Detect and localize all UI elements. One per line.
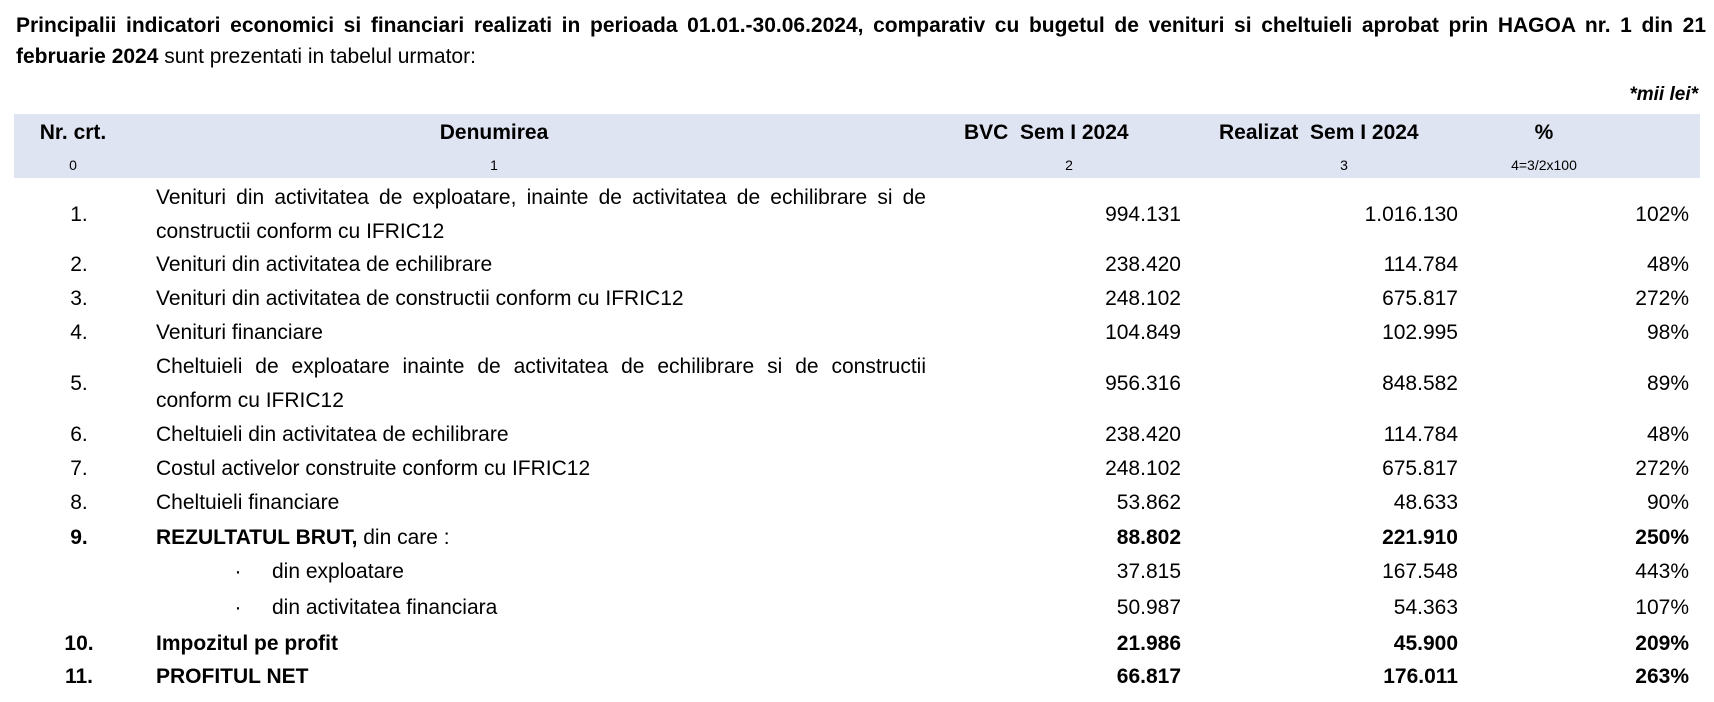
- header-number-4: 4=3/2x100: [1511, 157, 1577, 173]
- row-nr: 11.: [64, 665, 94, 688]
- row-nr: 4.: [70, 321, 88, 344]
- row-realizat: 176.011: [1383, 665, 1458, 688]
- row-realizat: 848.582: [1382, 372, 1458, 395]
- header-name: Denumirea: [439, 121, 549, 144]
- row-name-suffix: din care :: [357, 526, 450, 549]
- row-realizat: 675.817: [1382, 287, 1458, 310]
- row-nr: 2.: [70, 253, 88, 276]
- row-name: Cheltuieli financiare: [156, 491, 340, 514]
- header-number-2: 2: [1065, 157, 1073, 173]
- bullet-icon: ·: [234, 560, 242, 583]
- intro-paragraph: [16, 10, 1706, 72]
- row-name: PROFITUL NET: [156, 665, 309, 688]
- table-header: [14, 114, 1700, 178]
- row-pct: 272%: [1635, 287, 1689, 310]
- row-pct: 263%: [1635, 665, 1689, 688]
- header-number-1: 1: [490, 157, 498, 173]
- row-realizat: 221.910: [1382, 526, 1458, 549]
- row-bvc: 66.817: [1116, 665, 1181, 688]
- row-pct: 48%: [1646, 423, 1689, 446]
- row-bvc: 37.815: [1116, 560, 1181, 583]
- bullet-icon: ·: [234, 596, 242, 619]
- row-name: Venituri din activitatea de echilibrare: [156, 253, 493, 276]
- row-realizat: 114.784: [1383, 253, 1458, 276]
- intro-bold-text: Principalii indicatori economici si financiari realizati in perioada 01.01.-30.06.2024, comparativ cu bugetul de venituri si cheltuieli aprobat prin HAGOA nr. 1 din 21 februarie 2024: [16, 14, 1706, 68]
- row-pct: 90%: [1646, 491, 1689, 514]
- row-bvc: 88.802: [1116, 526, 1181, 549]
- header-bvc: BVC Sem I 2024: [964, 121, 1129, 144]
- row-nr: 6.: [70, 423, 88, 446]
- row-name-bold: REZULTATUL BRUT,: [156, 526, 358, 549]
- row-realizat: 114.784: [1383, 423, 1458, 446]
- header-realizat: Realizat Sem I 2024: [1219, 121, 1419, 144]
- row-name: Venituri financiare: [156, 321, 323, 344]
- row-name: din exploatare: [272, 560, 404, 583]
- row-name: Costul activelor construite conform cu IFRIC12: [156, 457, 591, 480]
- row-bvc: 956.316: [1105, 372, 1181, 395]
- row-bvc: 50.987: [1116, 596, 1181, 619]
- row-name: [156, 521, 926, 555]
- row-bvc: 238.420: [1105, 423, 1181, 446]
- row-bvc: 53.862: [1116, 491, 1181, 514]
- row-name: Impozitul pe profit: [156, 632, 338, 655]
- row-name: din activitatea financiara: [272, 596, 498, 619]
- row-nr: 7.: [70, 457, 88, 480]
- header-number-0: 0: [69, 157, 77, 173]
- row-pct: 250%: [1635, 526, 1689, 549]
- row-bvc: 21.986: [1116, 632, 1181, 655]
- row-pct: 89%: [1646, 372, 1689, 395]
- row-realizat: 1.016.130: [1364, 203, 1458, 226]
- row-name: Venituri din activitatea de exploatare, inainte de activitatea de echilibrare si de constructii conform cu IFRIC12: [156, 186, 926, 243]
- row-realizat: 102.995: [1382, 321, 1458, 344]
- row-bvc: 248.102: [1105, 287, 1181, 310]
- row-nr: 10.: [64, 632, 94, 655]
- row-nr: 1.: [70, 203, 88, 226]
- unit-label: *mii lei*: [1629, 84, 1698, 105]
- row-pct: 102%: [1635, 203, 1689, 226]
- row-nr: 9.: [70, 526, 88, 549]
- row-pct: 48%: [1646, 253, 1689, 276]
- row-realizat: 45.900: [1393, 632, 1458, 655]
- row-bvc: 248.102: [1105, 457, 1181, 480]
- header-number-3: 3: [1340, 157, 1348, 173]
- row-pct: 107%: [1635, 596, 1689, 619]
- header-nr: Nr. crt.: [39, 121, 107, 144]
- intro-normal-text: sunt prezentati in tabelul urmator:: [158, 45, 476, 68]
- header-pct: %: [1534, 121, 1554, 144]
- row-bvc: 104.849: [1105, 321, 1181, 344]
- row-realizat: 167.548: [1382, 560, 1458, 583]
- row-realizat: 48.633: [1393, 491, 1458, 514]
- row-name: Cheltuieli de exploatare inainte de activitatea de echilibrare si de constructii conform cu IFRIC12: [156, 355, 926, 412]
- row-pct: 272%: [1635, 457, 1689, 480]
- row-name: Cheltuieli din activitatea de echilibrare: [156, 423, 509, 446]
- row-bvc: 994.131: [1105, 203, 1181, 226]
- row-name: Venituri din activitatea de constructii conform cu IFRIC12: [156, 287, 684, 310]
- row-pct: 443%: [1635, 560, 1689, 583]
- row-bvc: 238.420: [1105, 253, 1181, 276]
- row-nr: 5.: [70, 372, 88, 395]
- row-realizat: 54.363: [1393, 596, 1458, 619]
- row-nr: 3.: [70, 287, 88, 310]
- row-realizat: 675.817: [1382, 457, 1458, 480]
- row-pct: 209%: [1635, 632, 1689, 655]
- row-nr: 8.: [70, 491, 88, 514]
- row-pct: 98%: [1646, 321, 1689, 344]
